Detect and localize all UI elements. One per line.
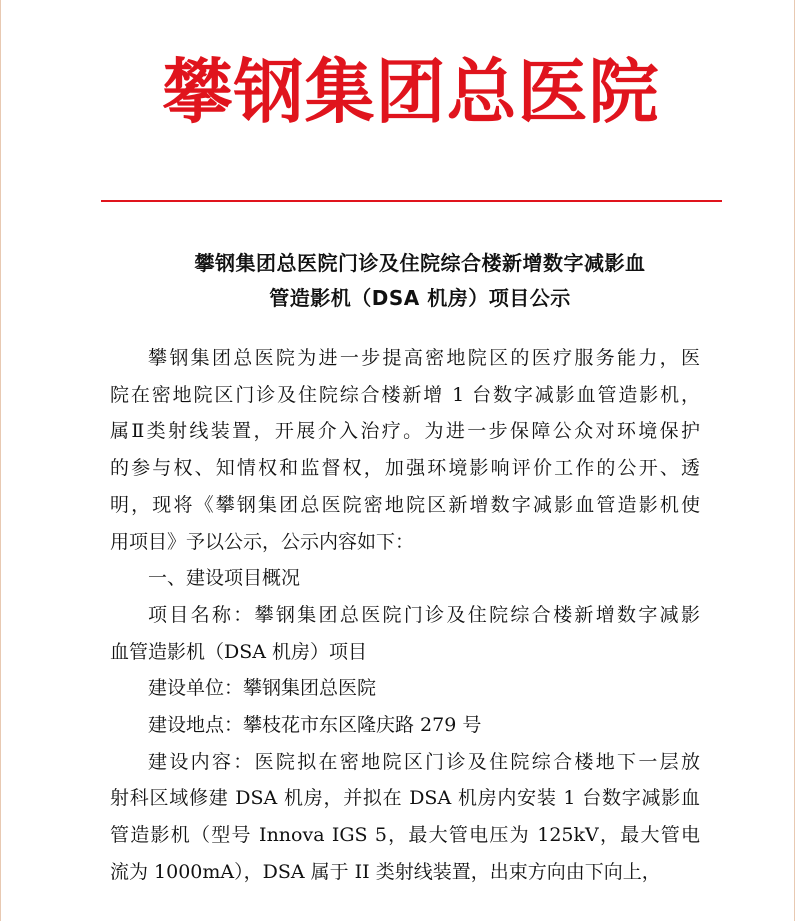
builder-line: 建设单位：攀钢集团总医院	[148, 677, 377, 700]
project-name-line: 项目名称：攀钢集团总医院门诊及住院综合楼新增数字减影	[148, 603, 700, 626]
intro-line: 用项目》予以公示，公示内容如下：	[110, 530, 415, 553]
document-title	[110, 246, 730, 316]
location-line: 建设地点：攀枝花市东区隆庆路 279 号	[148, 714, 482, 737]
intro-line: 的参与权、知情权和监督权，加强环境影响评价工作的公开、透	[110, 457, 700, 480]
masthead-org-name: 攀钢集团总医院	[162, 51, 660, 133]
masthead-red-rule	[101, 200, 722, 202]
intro-line: 明，现将《攀钢集团总医院密地院区新增数字减影血管造影机使	[110, 493, 700, 516]
intro-line: 属Ⅱ类射线装置，开展介入治疗。为进一步保障公众对环境保护	[110, 420, 700, 443]
document-title-line-2: 管造影机（DSA 机房）项目公示	[269, 286, 571, 310]
intro-paragraph	[110, 340, 700, 560]
document-title-line-1: 攀钢集团总医院门诊及住院综合楼新增数字减影血	[194, 251, 646, 275]
section-heading: 一、建设项目概况	[148, 567, 301, 590]
content-line: 管造影机（型号 Innova IGS 5，最大管电压为 125kV，最大管电	[110, 824, 700, 847]
project-name-line: 血管造影机（DSA 机房）项目	[110, 640, 368, 663]
project-name-paragraph	[110, 597, 700, 670]
construction-content-paragraph	[110, 744, 700, 891]
content-line: 流为 1000mA），DSA 属于 II 类射线装置，出束方向由下向上，	[110, 860, 661, 883]
intro-line: 院在密地院区门诊及住院综合楼新增 1 台数字减影血管造影机，	[110, 383, 700, 406]
document-body	[110, 340, 700, 891]
intro-line: 攀钢集团总医院为进一步提高密地院区的医疗服务能力，医	[148, 347, 700, 369]
content-line: 射科区域修建 DSA 机房，并拟在 DSA 机房内安装 1 台数字减影血	[110, 787, 700, 810]
content-line: 建设内容：医院拟在密地院区门诊及住院综合楼地下一层放	[148, 750, 700, 773]
